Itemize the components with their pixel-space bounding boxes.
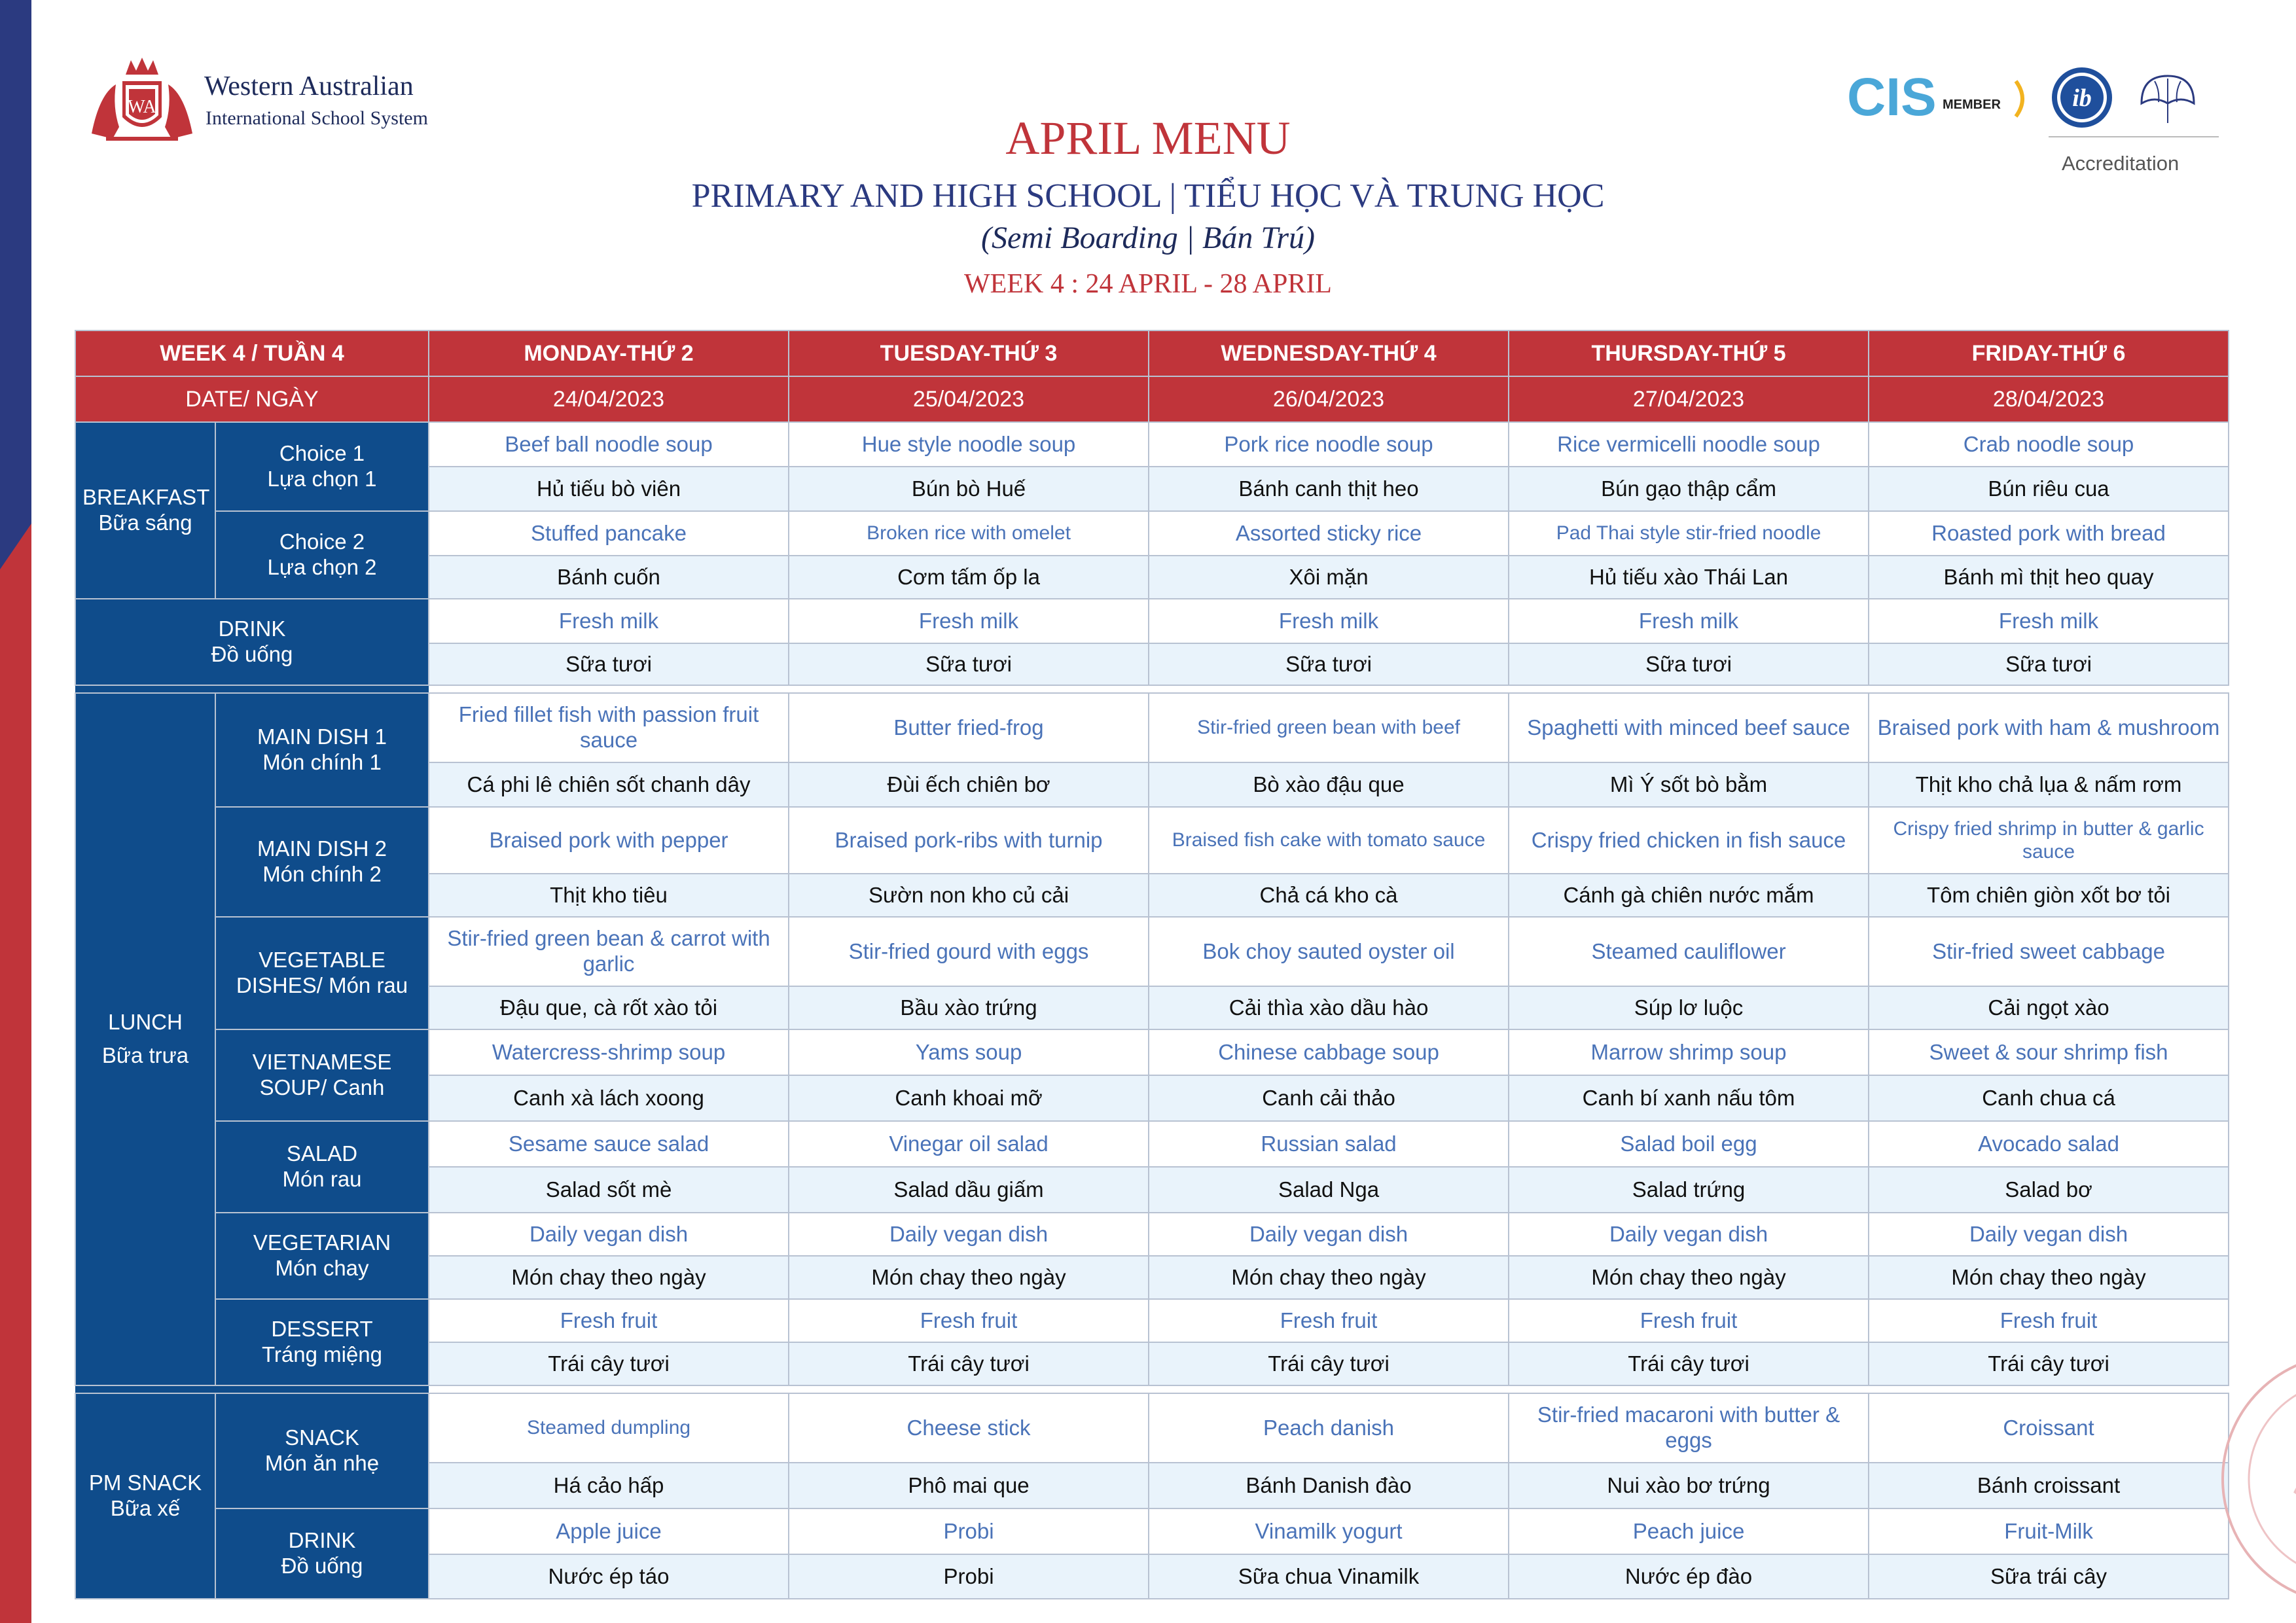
dish-vi: Súp lơ luộc	[1509, 986, 1869, 1029]
dish-vi: Hủ tiếu xào Thái Lan	[1509, 556, 1869, 599]
dish-vi: Bánh cuốn	[429, 556, 789, 599]
dish-en: Crispy fried chicken in fish sauce	[1509, 807, 1869, 874]
dish-vi: Món chay theo ngày	[789, 1256, 1149, 1299]
dish-vi: Xôi mặn	[1149, 556, 1509, 599]
dish-vi: Bún gạo thập cẩm	[1509, 467, 1869, 511]
dish-en: Assorted sticky rice	[1149, 511, 1509, 556]
dish-en: Pad Thai style stir-fried noodle	[1509, 511, 1869, 556]
row-label-vi: Món ăn nhẹ	[264, 1451, 380, 1475]
row-label-vi: Món chính 1	[262, 750, 382, 774]
row-label-snack	[215, 1393, 429, 1508]
dish-en: Stir-fried sweet cabbage	[1869, 917, 2229, 986]
dish-vi: Bầu xào trứng	[789, 986, 1149, 1029]
page-title: APRIL MENU	[1005, 112, 1291, 164]
dish-vi: Trái cây tươi	[1149, 1342, 1509, 1385]
row-label-en: Choice 2	[279, 529, 365, 554]
dish-vi: Đậu que, cà rốt xào tỏi	[429, 986, 789, 1029]
dish-vi: Salad trứng	[1509, 1167, 1869, 1213]
dish-vi: Cơm tấm ốp la	[789, 556, 1149, 599]
dish-en: Salad boil egg	[1509, 1121, 1869, 1167]
dish-en: Fresh fruit	[1869, 1299, 2229, 1342]
row-label-soup	[215, 1029, 429, 1121]
section-label-vi: Bữa xế	[110, 1496, 181, 1520]
dish-en: Cheese stick	[789, 1393, 1149, 1463]
date-cell: 26/04/2023	[1149, 376, 1509, 422]
dish-vi: Bánh Danish đào	[1149, 1463, 1509, 1508]
day-header: THURSDAY-THỨ 5	[1509, 330, 1869, 376]
dish-en: Hue style noodle soup	[789, 422, 1149, 467]
row-label-en: DRINK	[288, 1528, 356, 1553]
table-row	[75, 1029, 2229, 1075]
table-row	[75, 807, 2229, 874]
row-label-en: VEGETABLE	[259, 948, 386, 972]
date-label: DATE/ NGÀY	[75, 376, 429, 422]
dish-vi: Món chay theo ngày	[1509, 1256, 1869, 1299]
dish-en: Fruit-Milk	[1869, 1508, 2229, 1554]
watermark-seal-icon	[2216, 1348, 2296, 1610]
dish-vi: Thịt kho tiêu	[429, 874, 789, 917]
day-header: FRIDAY-THỨ 6	[1869, 330, 2229, 376]
school-name-line2: International School System	[206, 107, 428, 129]
dish-en: Daily vegan dish	[789, 1213, 1149, 1256]
week-label: WEEK 4 / TUẦN 4	[75, 330, 429, 376]
menu-table	[75, 330, 2229, 1599]
section-label-en: PM SNACK	[88, 1471, 202, 1495]
dish-vi: Sữa tươi	[1869, 643, 2229, 685]
row-label-vi: Món rau	[282, 1167, 362, 1191]
page-subtitle: PRIMARY AND HIGH SCHOOL | TIỂU HỌC VÀ TRUNG HỌC	[691, 177, 1605, 215]
table-row	[75, 1508, 2229, 1554]
row-label-vi: DISHES/ Món rau	[236, 973, 408, 997]
dish-vi: Sữa tươi	[1149, 643, 1509, 685]
section-label-vi: Bữa trưa	[101, 1043, 189, 1067]
dish-vi: Nui xào bơ trứng	[1509, 1463, 1869, 1508]
dish-en: Steamed cauliflower	[1509, 917, 1869, 986]
dish-en: Braised pork with ham & mushroom	[1869, 693, 2229, 762]
table-row	[75, 917, 2229, 986]
section-gap	[75, 1385, 2229, 1393]
row-label-en: Choice 1	[279, 441, 365, 466]
row-label-en: DESSERT	[271, 1317, 373, 1342]
dish-en: Yams soup	[789, 1029, 1149, 1075]
dish-vi: Thịt kho chả lụa & nấm rơm	[1869, 762, 2229, 807]
date-cell: 24/04/2023	[429, 376, 789, 422]
dish-vi: Món chay theo ngày	[1149, 1256, 1509, 1299]
dish-en: Sweet & sour shrimp fish	[1869, 1029, 2229, 1075]
dish-en: Spaghetti with minced beef sauce	[1509, 693, 1869, 762]
dish-en: Peach juice	[1509, 1508, 1869, 1554]
dish-en: Roasted pork with bread	[1869, 511, 2229, 556]
table-row	[75, 511, 2229, 556]
dish-en: Braised pork-ribs with turnip	[789, 807, 1149, 874]
dish-vi: Bún bò Huế	[789, 467, 1149, 511]
row-label-vegetable	[215, 917, 429, 1029]
date-cell: 28/04/2023	[1869, 376, 2229, 422]
dish-en: Butter fried-frog	[789, 693, 1149, 762]
row-label-breakfast-drink	[75, 599, 429, 685]
row-label-vi: SOUP/ Canh	[259, 1075, 385, 1099]
dish-vi: Món chay theo ngày	[429, 1256, 789, 1299]
dish-vi: Trái cây tươi	[1509, 1342, 1869, 1385]
dish-vi: Mì Ý sốt bò bằm	[1509, 762, 1869, 807]
dish-en: Probi	[789, 1508, 1149, 1554]
row-label-salad	[215, 1121, 429, 1213]
dish-en: Fresh fruit	[1149, 1299, 1509, 1342]
row-label-vegetarian	[215, 1213, 429, 1299]
dish-vi: Cải ngọt xào	[1869, 986, 2229, 1029]
dish-en: Fresh fruit	[789, 1299, 1149, 1342]
dish-en: Braised pork with pepper	[429, 807, 789, 874]
dish-en: Fried fillet fish with passion fruit sauce	[429, 693, 789, 762]
table-row	[75, 1393, 2229, 1463]
dish-en: Fresh milk	[1509, 599, 1869, 643]
dish-en: Sesame sauce salad	[429, 1121, 789, 1167]
dish-en: Vinamilk yogurt	[1149, 1508, 1509, 1554]
dish-vi: Trái cây tươi	[1869, 1342, 2229, 1385]
row-label-vi: Đồ uống	[211, 642, 293, 666]
dish-en: Croissant	[1869, 1393, 2229, 1463]
dish-en: Watercress-shrimp soup	[429, 1029, 789, 1075]
section-lunch	[75, 693, 215, 1385]
dish-vi: Probi	[789, 1554, 1149, 1599]
row-label-vi: Tráng miệng	[261, 1342, 383, 1366]
day-header: WEDNESDAY-THỨ 4	[1149, 330, 1509, 376]
section-pm-snack	[75, 1393, 215, 1599]
dish-en: Daily vegan dish	[1509, 1213, 1869, 1256]
dish-vi: Cá phi lê chiên sốt chanh dây	[429, 762, 789, 807]
dish-en: Stir-fried gourd with eggs	[789, 917, 1149, 986]
dish-en: Broken rice with omelet	[789, 511, 1149, 556]
dish-en: Chinese cabbage soup	[1149, 1029, 1509, 1075]
section-label-en: LUNCH	[108, 1010, 183, 1035]
dish-vi: Nước ép táo	[429, 1554, 789, 1599]
dish-en: Russian salad	[1149, 1121, 1509, 1167]
dish-en: Rice vermicelli noodle soup	[1509, 422, 1869, 467]
dish-en: Beef ball noodle soup	[429, 422, 789, 467]
dish-en: Pork rice noodle soup	[1149, 422, 1509, 467]
dish-vi: Bánh canh thịt heo	[1149, 467, 1509, 511]
row-label-main1	[215, 693, 429, 807]
dish-en: Crispy fried shrimp in butter & garlic sauce	[1869, 807, 2229, 874]
dish-vi: Canh cải thảo	[1149, 1075, 1509, 1121]
week-range: WEEK 4 : 24 APRIL - 28 APRIL	[964, 269, 1332, 299]
dish-vi: Sữa tươi	[789, 643, 1149, 685]
table-row	[75, 693, 2229, 762]
date-cell: 27/04/2023	[1509, 376, 1869, 422]
dish-vi: Cải thìa xào dầu hào	[1149, 986, 1509, 1029]
row-label-en: SNACK	[285, 1425, 359, 1450]
dish-vi: Bánh croissant	[1869, 1463, 2229, 1508]
dish-vi: Canh bí xanh nấu tôm	[1509, 1075, 1869, 1121]
dish-vi: Tôm chiên giòn xốt bơ tỏi	[1869, 874, 2229, 917]
dish-vi: Há cảo hấp	[429, 1463, 789, 1508]
row-label-en: VEGETARIAN	[253, 1230, 391, 1255]
dish-vi: Bún riêu cua	[1869, 467, 2229, 511]
svg-text:ib: ib	[2072, 84, 2092, 112]
dish-vi: Phô mai que	[789, 1463, 1149, 1508]
header-row-days	[75, 330, 2229, 376]
dish-vi: Bò xào đậu que	[1149, 762, 1509, 807]
table-row	[75, 1213, 2229, 1256]
dish-vi: Hủ tiếu bò viên	[429, 467, 789, 511]
table-row	[75, 599, 2229, 643]
dish-vi: Sữa tươi	[429, 643, 789, 685]
row-label-en: SALAD	[286, 1141, 358, 1166]
dish-en: Marrow shrimp soup	[1509, 1029, 1869, 1075]
row-label-vi: Món chay	[275, 1256, 369, 1280]
row-label-vi: Món chính 2	[262, 862, 382, 886]
dish-en: Bok choy sauted oyster oil	[1149, 917, 1509, 986]
dish-en: Avocado salad	[1869, 1121, 2229, 1167]
table-row	[75, 1121, 2229, 1167]
dish-en: Peach danish	[1149, 1393, 1509, 1463]
svg-text:CIS: CIS	[1847, 69, 1937, 127]
dish-vi: Salad Nga	[1149, 1167, 1509, 1213]
dish-en: Fresh milk	[1869, 599, 2229, 643]
dish-vi: Cánh gà chiên nước mắm	[1509, 874, 1869, 917]
dish-en: Fresh milk	[1149, 599, 1509, 643]
day-header: TUESDAY-THỨ 3	[789, 330, 1149, 376]
section-gap	[75, 685, 2229, 693]
section-label-vi: Bữa sáng	[98, 510, 192, 535]
row-label-pm-drink	[215, 1508, 429, 1599]
dish-en: Fresh fruit	[429, 1299, 789, 1342]
dish-vi: Trái cây tươi	[789, 1342, 1149, 1385]
row-label-en: VIETNAMESE	[252, 1050, 392, 1075]
table-row	[75, 1299, 2229, 1342]
row-label-dessert	[215, 1299, 429, 1385]
dish-en: Fresh milk	[429, 599, 789, 643]
dish-vi: Salad bơ	[1869, 1167, 2229, 1213]
dish-vi: Sườn non kho củ cải	[789, 874, 1149, 917]
dish-en: Fresh milk	[789, 599, 1149, 643]
school-name-line1: Western Australian	[204, 71, 414, 101]
dish-en: Daily vegan dish	[1149, 1213, 1509, 1256]
page-note: (Semi Boarding | Bán Trú)	[980, 221, 1316, 255]
dish-vi: Bánh mì thịt heo quay	[1869, 556, 2229, 599]
table-row	[75, 422, 2229, 467]
row-label-choice1	[215, 422, 429, 511]
section-breakfast	[75, 422, 215, 599]
dish-vi: Canh khoai mỡ	[789, 1075, 1149, 1121]
dish-en: Apple juice	[429, 1508, 789, 1554]
dish-en: Daily vegan dish	[429, 1213, 789, 1256]
row-label-choice2	[215, 511, 429, 599]
row-label-en: MAIN DISH 2	[257, 836, 387, 861]
dish-vi: Món chay theo ngày	[1869, 1256, 2229, 1299]
row-label-vi: Lựa chọn 1	[267, 467, 377, 491]
row-label-main2	[215, 807, 429, 917]
dish-vi: Sữa chua Vinamilk	[1149, 1554, 1509, 1599]
dish-vi: Trái cây tươi	[429, 1342, 789, 1385]
dish-vi: Sữa trái cây	[1869, 1554, 2229, 1599]
dish-en: Stir-fried green bean & carrot with garlic	[429, 917, 789, 986]
dish-vi: Canh xà lách xoong	[429, 1075, 789, 1121]
dish-en: Stuffed pancake	[429, 511, 789, 556]
dish-vi: Sữa tươi	[1509, 643, 1869, 685]
dish-vi: Canh chua cá	[1869, 1075, 2229, 1121]
section-label-en: BREAKFAST	[82, 485, 210, 510]
row-label-vi: Đồ uống	[281, 1554, 363, 1578]
svg-text:MEMBER: MEMBER	[1943, 98, 2001, 112]
row-label-en: MAIN DISH 1	[257, 724, 387, 749]
dish-en: Vinegar oil salad	[789, 1121, 1149, 1167]
row-label-en: DRINK	[218, 616, 286, 641]
dish-en: Stir-fried macaroni with butter & eggs	[1509, 1393, 1869, 1463]
dish-vi: Nước ép đào	[1509, 1554, 1869, 1599]
dish-vi: Salad sốt mè	[429, 1167, 789, 1213]
svg-text:WA: WA	[128, 97, 156, 117]
date-cell: 25/04/2023	[789, 376, 1149, 422]
dish-en: Crab noodle soup	[1869, 422, 2229, 467]
dish-en: Braised fish cake with tomato sauce	[1149, 807, 1509, 874]
dish-en: Steamed dumpling	[429, 1393, 789, 1463]
header-row-dates	[75, 376, 2229, 422]
dish-vi: Chả cá kho cà	[1149, 874, 1509, 917]
dish-en: Fresh fruit	[1509, 1299, 1869, 1342]
row-label-vi: Lựa chọn 2	[267, 555, 377, 579]
day-header: MONDAY-THỨ 2	[429, 330, 789, 376]
dish-vi: Đùi ếch chiên bơ	[789, 762, 1149, 807]
dish-vi: Salad dầu giấm	[789, 1167, 1149, 1213]
accreditation-label: Accreditation	[2062, 152, 2179, 175]
dish-en: Stir-fried green bean with beef	[1149, 693, 1509, 762]
dish-en: Daily vegan dish	[1869, 1213, 2229, 1256]
